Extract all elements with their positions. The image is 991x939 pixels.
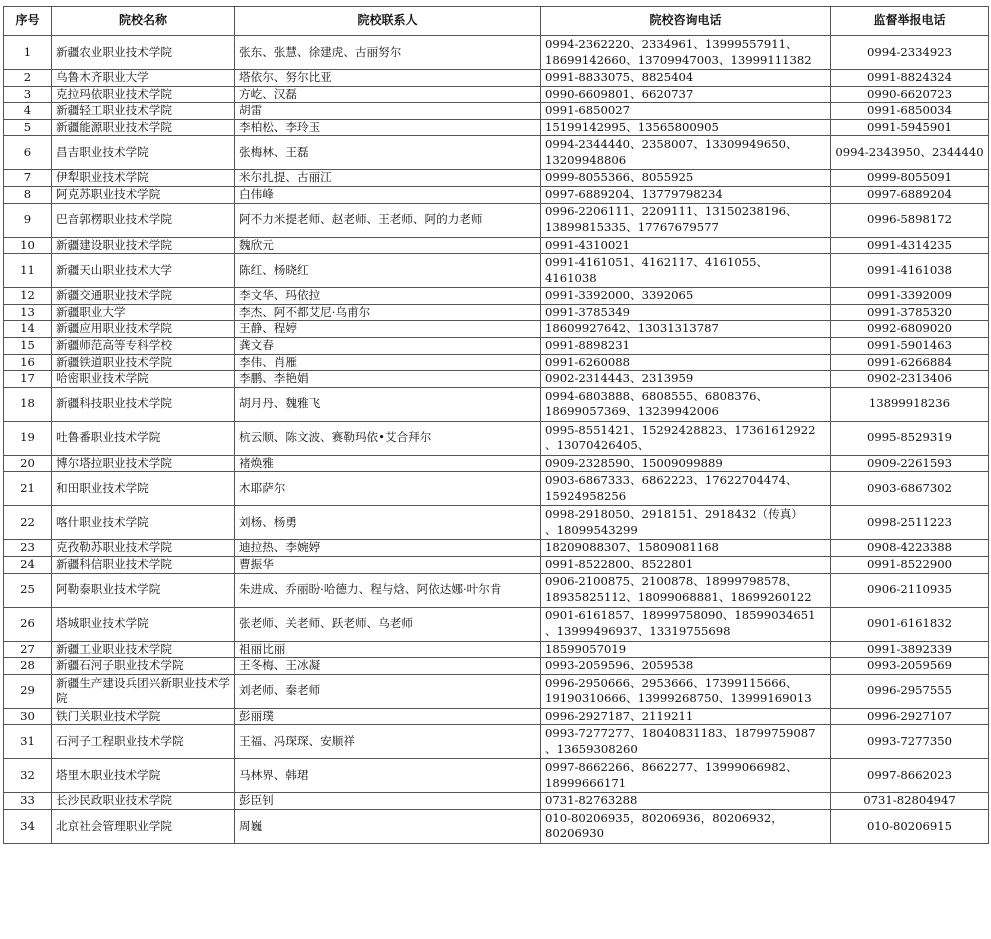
table-row xyxy=(4,658,989,675)
contact-person: 周巍 xyxy=(235,809,541,843)
row-number: 10 xyxy=(4,237,52,254)
consult-phone xyxy=(541,573,831,607)
contact-person: 祖丽比丽 xyxy=(235,641,541,658)
row-number: 9 xyxy=(4,203,52,237)
consult-phone-line: 0991-3785349 xyxy=(545,304,631,319)
school-name: 喀什职业技术学院 xyxy=(52,506,235,540)
row-number: 32 xyxy=(4,759,52,793)
row-number: 17 xyxy=(4,371,52,388)
consult-phone-line: 010-80206935，80206936，80206932， xyxy=(545,810,783,825)
consult-phone-line: 19190310666、13999268750、13999169013 xyxy=(545,691,812,706)
contact-person: 陈红、杨晓红 xyxy=(235,254,541,288)
row-number: 8 xyxy=(4,186,52,203)
consult-phone-line: 0997-6889204、13779798234 xyxy=(545,186,723,201)
row-number: 18 xyxy=(4,387,52,421)
consult-phone-line: 0995-8551421、15292428823、17361612922 xyxy=(545,422,816,437)
consult-phone-line: 0993-7277277、18040831183、18799759087 xyxy=(545,726,816,741)
contact-person: 魏欣元 xyxy=(235,237,541,254)
table-row xyxy=(4,337,989,354)
consult-phone-line: 13209948806 xyxy=(545,152,627,167)
table-row xyxy=(4,103,989,120)
consult-phone-line: 18609927642、13031313787 xyxy=(545,321,719,336)
report-phone: 0990-6620723 xyxy=(831,86,989,103)
row-number: 14 xyxy=(4,321,52,338)
report-phone: 0991-4314235 xyxy=(831,237,989,254)
row-number: 16 xyxy=(4,354,52,371)
header-contact-person: 院校联系人 xyxy=(235,7,541,36)
consult-phone-line: 13899815335、17767679577 xyxy=(545,220,719,235)
report-phone: 0991-5945901 xyxy=(831,119,989,136)
consult-phone-line: 4161038 xyxy=(545,270,597,285)
table-row xyxy=(4,641,989,658)
report-phone: 0991-8522900 xyxy=(831,556,989,573)
consult-phone-line: 0997-8662266、8662277、13999066982、 xyxy=(545,760,798,775)
consult-phone xyxy=(541,170,831,187)
table-row xyxy=(4,472,989,506)
contact-person: 方屹、汉磊 xyxy=(235,86,541,103)
row-number: 19 xyxy=(4,421,52,455)
report-phone: 0995-8529319 xyxy=(831,421,989,455)
consult-phone-line: 0903-6867333、6862223、17622704474、 xyxy=(545,473,798,488)
consult-phone-line: 、13999496937、13319755698 xyxy=(545,624,731,638)
table-row xyxy=(4,288,989,305)
school-name: 昌吉职业技术学院 xyxy=(52,136,235,170)
consult-phone xyxy=(541,321,831,338)
contact-person: 张老师、关老师、跃老师、乌老师 xyxy=(235,607,541,641)
contact-person: 胡雷 xyxy=(235,103,541,120)
consult-phone xyxy=(541,387,831,421)
consult-phone xyxy=(541,708,831,725)
row-number: 24 xyxy=(4,556,52,573)
consult-phone-line: 18209088307、15809081168 xyxy=(545,540,719,555)
school-name: 和田职业技术学院 xyxy=(52,472,235,506)
school-name: 新疆铁道职业技术学院 xyxy=(52,354,235,371)
contact-person: 胡月丹、魏雅飞 xyxy=(235,387,541,421)
consult-phone-line: 、13659308260 xyxy=(545,741,638,756)
row-number: 7 xyxy=(4,170,52,187)
school-name: 新疆应用职业技术学院 xyxy=(52,321,235,338)
header-no: 序号 xyxy=(4,7,52,36)
table-row xyxy=(4,136,989,170)
school-name: 铁门关职业技术学院 xyxy=(52,708,235,725)
contact-person: 迪拉热、李婉婷 xyxy=(235,540,541,557)
consult-phone-line: 0994-6803888、6808555、6808376、 xyxy=(545,388,769,403)
row-number: 27 xyxy=(4,641,52,658)
consult-phone xyxy=(541,556,831,573)
consult-phone xyxy=(541,371,831,388)
contact-person: 曹振华 xyxy=(235,556,541,573)
consult-phone-line: 、18099543299 xyxy=(545,522,638,537)
report-phone: 0993-7277350 xyxy=(831,725,989,759)
report-phone: 0901-6161832 xyxy=(831,607,989,641)
consult-phone-line: 18999666171 xyxy=(545,775,627,790)
consult-phone-line: 0909-2328590、15009099889 xyxy=(545,455,723,470)
header-row xyxy=(4,7,989,36)
contact-person: 刘老师、秦老师 xyxy=(235,674,541,708)
row-number: 25 xyxy=(4,573,52,607)
consult-phone xyxy=(541,421,831,455)
consult-phone xyxy=(541,725,831,759)
consult-phone xyxy=(541,86,831,103)
consult-phone xyxy=(541,674,831,708)
consult-phone-line: 0991-8833075、8825404 xyxy=(545,70,694,84)
school-name: 新疆交通职业技术学院 xyxy=(52,288,235,305)
contact-person: 木耶萨尔 xyxy=(235,472,541,506)
consult-phone xyxy=(541,254,831,288)
table-row xyxy=(4,556,989,573)
report-phone: 0991-8824324 xyxy=(831,70,989,87)
table-row xyxy=(4,321,989,338)
consult-phone-line: 15924958256 xyxy=(545,488,627,503)
consult-phone-line: 0906-2100875、2100878、18999798578、 xyxy=(545,574,798,589)
table-row xyxy=(4,759,989,793)
row-number: 2 xyxy=(4,70,52,87)
consult-phone xyxy=(541,203,831,237)
table-row xyxy=(4,354,989,371)
consult-phone xyxy=(541,237,831,254)
table-row xyxy=(4,304,989,321)
table-row xyxy=(4,725,989,759)
contact-person: 李鹏、李艳娟 xyxy=(235,371,541,388)
row-number: 30 xyxy=(4,708,52,725)
report-phone: 13899918236 xyxy=(831,387,989,421)
report-phone: 0993-2059569 xyxy=(831,658,989,675)
contact-person: 龚文春 xyxy=(235,337,541,354)
row-number: 4 xyxy=(4,103,52,120)
table-row xyxy=(4,237,989,254)
consult-phone-line: 0991-4310021 xyxy=(545,237,631,252)
consult-phone-line: 0991-8898231 xyxy=(545,337,631,352)
report-phone: 0903-6867302 xyxy=(831,472,989,506)
consult-phone xyxy=(541,641,831,658)
row-number: 20 xyxy=(4,455,52,472)
report-phone: 0994-2334923 xyxy=(831,36,989,70)
header-school-name: 院校名称 xyxy=(52,7,235,36)
report-phone: 0992-6809020 xyxy=(831,321,989,338)
school-name: 巴音郭楞职业技术学院 xyxy=(52,203,235,237)
row-number: 23 xyxy=(4,540,52,557)
row-number: 28 xyxy=(4,658,52,675)
school-name: 克拉玛依职业技术学院 xyxy=(52,86,235,103)
consult-phone-line: 0996-2206111、2209111、13150238196、 xyxy=(545,204,798,219)
school-name: 新疆能源职业技术学院 xyxy=(52,119,235,136)
consult-phone xyxy=(541,103,831,120)
contact-person: 彭臣钊 xyxy=(235,793,541,810)
report-phone: 0996-2957555 xyxy=(831,674,989,708)
consult-phone xyxy=(541,337,831,354)
consult-phone-line: 0991-4161051、4162117、4161055、 xyxy=(545,255,769,270)
school-name: 新疆石河子职业技术学院 xyxy=(52,658,235,675)
table-row xyxy=(4,421,989,455)
consult-phone-line: 18935825112、18099068881、18699260122 xyxy=(545,590,812,604)
table-row xyxy=(4,186,989,203)
consult-phone-line: 0990-6609801、6620737 xyxy=(545,86,694,101)
contact-person: 杭云顺、陈文波、赛勒玛依•艾合拜尔 xyxy=(235,421,541,455)
school-name: 新疆天山职业技术大学 xyxy=(52,254,235,288)
report-phone: 0997-8662023 xyxy=(831,759,989,793)
school-contact-table xyxy=(3,6,989,844)
table-row xyxy=(4,708,989,725)
table-row xyxy=(4,455,989,472)
consult-phone xyxy=(541,288,831,305)
report-phone: 0994-2343950、2344440 xyxy=(831,136,989,170)
row-number: 31 xyxy=(4,725,52,759)
row-number: 6 xyxy=(4,136,52,170)
report-phone: 0991-3392009 xyxy=(831,288,989,305)
contact-person: 塔依尔、努尔比亚 xyxy=(235,70,541,87)
report-phone: 0991-4161038 xyxy=(831,254,989,288)
school-name: 阿克苏职业技术学院 xyxy=(52,186,235,203)
consult-phone-line: 0996-2950666、2953666、17399115666、 xyxy=(545,675,798,690)
consult-phone-line: 0991-6260088 xyxy=(545,354,631,369)
report-phone: 0908-4223388 xyxy=(831,540,989,557)
report-phone: 0902-2313406 xyxy=(831,371,989,388)
table-row xyxy=(4,36,989,70)
report-phone: 0999-8055091 xyxy=(831,170,989,187)
table-row xyxy=(4,119,989,136)
school-name: 新疆科技职业技术学院 xyxy=(52,387,235,421)
consult-phone xyxy=(541,540,831,557)
school-name: 新疆农业职业技术学院 xyxy=(52,36,235,70)
school-name: 吐鲁番职业技术学院 xyxy=(52,421,235,455)
consult-phone-line: 18699057369、13239942006 xyxy=(545,404,719,419)
school-name: 克孜勒苏职业技术学院 xyxy=(52,540,235,557)
consult-phone-line: 0993-2059596、2059538 xyxy=(545,658,694,673)
contact-person: 白伟峰 xyxy=(235,186,541,203)
consult-phone-line: 0991-8522800、8522801 xyxy=(545,556,694,571)
contact-person: 王冬梅、王冰凝 xyxy=(235,658,541,675)
table-row xyxy=(4,506,989,540)
row-number: 29 xyxy=(4,674,52,708)
consult-phone xyxy=(541,506,831,540)
consult-phone xyxy=(541,455,831,472)
contact-person: 王静、程婷 xyxy=(235,321,541,338)
report-phone: 0906-2110935 xyxy=(831,573,989,607)
consult-phone xyxy=(541,36,831,70)
school-name: 新疆轻工职业技术学院 xyxy=(52,103,235,120)
table-row xyxy=(4,607,989,641)
table-body xyxy=(4,36,989,844)
report-phone: 0991-6850034 xyxy=(831,103,989,120)
row-number: 26 xyxy=(4,607,52,641)
consult-phone xyxy=(541,793,831,810)
consult-phone xyxy=(541,186,831,203)
consult-phone xyxy=(541,70,831,87)
consult-phone-line: 0902-2314443、2313959 xyxy=(545,371,694,386)
header-report-phone: 监督举报电话 xyxy=(831,7,989,36)
table-row xyxy=(4,371,989,388)
consult-phone xyxy=(541,136,831,170)
school-name: 新疆生产建设兵团兴新职业技术学院 xyxy=(52,674,235,708)
consult-phone xyxy=(541,658,831,675)
school-name: 新疆工业职业技术学院 xyxy=(52,641,235,658)
report-phone: 0991-5901463 xyxy=(831,337,989,354)
report-phone: 0991-3892339 xyxy=(831,641,989,658)
contact-person: 刘杨、杨勇 xyxy=(235,506,541,540)
school-name: 乌鲁木齐职业大学 xyxy=(52,70,235,87)
table-row xyxy=(4,203,989,237)
table-row xyxy=(4,170,989,187)
consult-phone xyxy=(541,304,831,321)
contact-person: 米尔扎提、古丽江 xyxy=(235,170,541,187)
report-phone: 0991-3785320 xyxy=(831,304,989,321)
table-row xyxy=(4,674,989,708)
consult-phone-line: 0991-6850027 xyxy=(545,103,631,118)
contact-person: 彭丽璞 xyxy=(235,708,541,725)
consult-phone xyxy=(541,472,831,506)
row-number: 12 xyxy=(4,288,52,305)
contact-person: 朱进成、乔丽盼·哈德力、程与焓、阿依达娜·叶尔肯 xyxy=(235,573,541,607)
contact-person: 张梅林、王磊 xyxy=(235,136,541,170)
school-name: 石河子工程职业技术学院 xyxy=(52,725,235,759)
consult-phone-line: 18699142660、13709947003、13999111382 xyxy=(545,52,812,67)
consult-phone xyxy=(541,809,831,843)
school-name: 北京社会管理职业学院 xyxy=(52,809,235,843)
row-number: 3 xyxy=(4,86,52,103)
consult-phone-line: 0996-2927187、2119211 xyxy=(545,708,694,723)
contact-person: 李伟、肖雁 xyxy=(235,354,541,371)
school-name: 塔城职业技术学院 xyxy=(52,607,235,641)
row-number: 33 xyxy=(4,793,52,810)
school-name: 长沙民政职业技术学院 xyxy=(52,793,235,810)
consult-phone xyxy=(541,607,831,641)
table-row xyxy=(4,70,989,87)
school-name: 新疆职业大学 xyxy=(52,304,235,321)
consult-phone-line: 、13070426405、 xyxy=(545,438,650,453)
report-phone: 0731-82804947 xyxy=(831,793,989,810)
table-row xyxy=(4,809,989,843)
report-phone: 010-80206915 xyxy=(831,809,989,843)
row-number: 22 xyxy=(4,506,52,540)
school-name: 伊犁职业技术学院 xyxy=(52,170,235,187)
school-name: 阿勒泰职业技术学院 xyxy=(52,573,235,607)
school-name: 新疆建设职业技术学院 xyxy=(52,237,235,254)
report-phone: 0998-2511223 xyxy=(831,506,989,540)
school-name: 博尔塔拉职业技术学院 xyxy=(52,455,235,472)
table-row xyxy=(4,573,989,607)
school-name: 塔里木职业技术学院 xyxy=(52,759,235,793)
table-row xyxy=(4,387,989,421)
report-phone: 0996-2927107 xyxy=(831,708,989,725)
contact-person: 王福、冯琛琛、安顺祥 xyxy=(235,725,541,759)
header-consult-phone: 院校咨询电话 xyxy=(541,7,831,36)
table-row xyxy=(4,86,989,103)
contact-person: 李杰、阿不都艾尼·乌甫尔 xyxy=(235,304,541,321)
report-phone: 0997-6889204 xyxy=(831,186,989,203)
row-number: 21 xyxy=(4,472,52,506)
row-number: 13 xyxy=(4,304,52,321)
consult-phone-line: 0999-8055366、8055925 xyxy=(545,170,694,185)
consult-phone-line: 15199142995、13565800905 xyxy=(545,119,719,134)
consult-phone-line: 0998-2918050、2918151、2918432（传真） xyxy=(545,507,803,522)
consult-phone-line: 0991-3392000、3392065 xyxy=(545,288,694,303)
consult-phone-line: 0994-2362220、2334961、13999557911、 xyxy=(545,36,798,51)
consult-phone xyxy=(541,119,831,136)
consult-phone-line: 18599057019 xyxy=(545,641,627,656)
consult-phone-line: 0994-2344440、2358007、13309949650、 xyxy=(545,137,798,152)
contact-person: 李柏松、李玲玉 xyxy=(235,119,541,136)
row-number: 11 xyxy=(4,254,52,288)
contact-person: 李文华、玛依拉 xyxy=(235,288,541,305)
consult-phone xyxy=(541,759,831,793)
table-row xyxy=(4,254,989,288)
table-row xyxy=(4,540,989,557)
report-phone: 0991-6266884 xyxy=(831,354,989,371)
consult-phone-line: 0901-6161857、18999758090、18599034651 xyxy=(545,608,816,623)
school-name: 新疆师范高等专科学校 xyxy=(52,337,235,354)
row-number: 5 xyxy=(4,119,52,136)
contact-person: 阿不力米提老师、赵老师、王老师、阿的力老师 xyxy=(235,203,541,237)
consult-phone-line: 80206930 xyxy=(545,826,605,841)
school-name: 新疆科信职业技术学院 xyxy=(52,556,235,573)
report-phone: 0909-2261593 xyxy=(831,455,989,472)
contact-person: 褚焕雅 xyxy=(235,455,541,472)
contact-person: 马林界、韩珺 xyxy=(235,759,541,793)
row-number: 15 xyxy=(4,337,52,354)
consult-phone-line: 0731-82763288 xyxy=(545,793,638,808)
row-number: 34 xyxy=(4,809,52,843)
consult-phone xyxy=(541,354,831,371)
row-number: 1 xyxy=(4,36,52,70)
contact-person: 张东、张慧、徐建虎、古丽努尔 xyxy=(235,36,541,70)
report-phone: 0996-5898172 xyxy=(831,203,989,237)
school-name: 哈密职业技术学院 xyxy=(52,371,235,388)
table-row xyxy=(4,793,989,810)
